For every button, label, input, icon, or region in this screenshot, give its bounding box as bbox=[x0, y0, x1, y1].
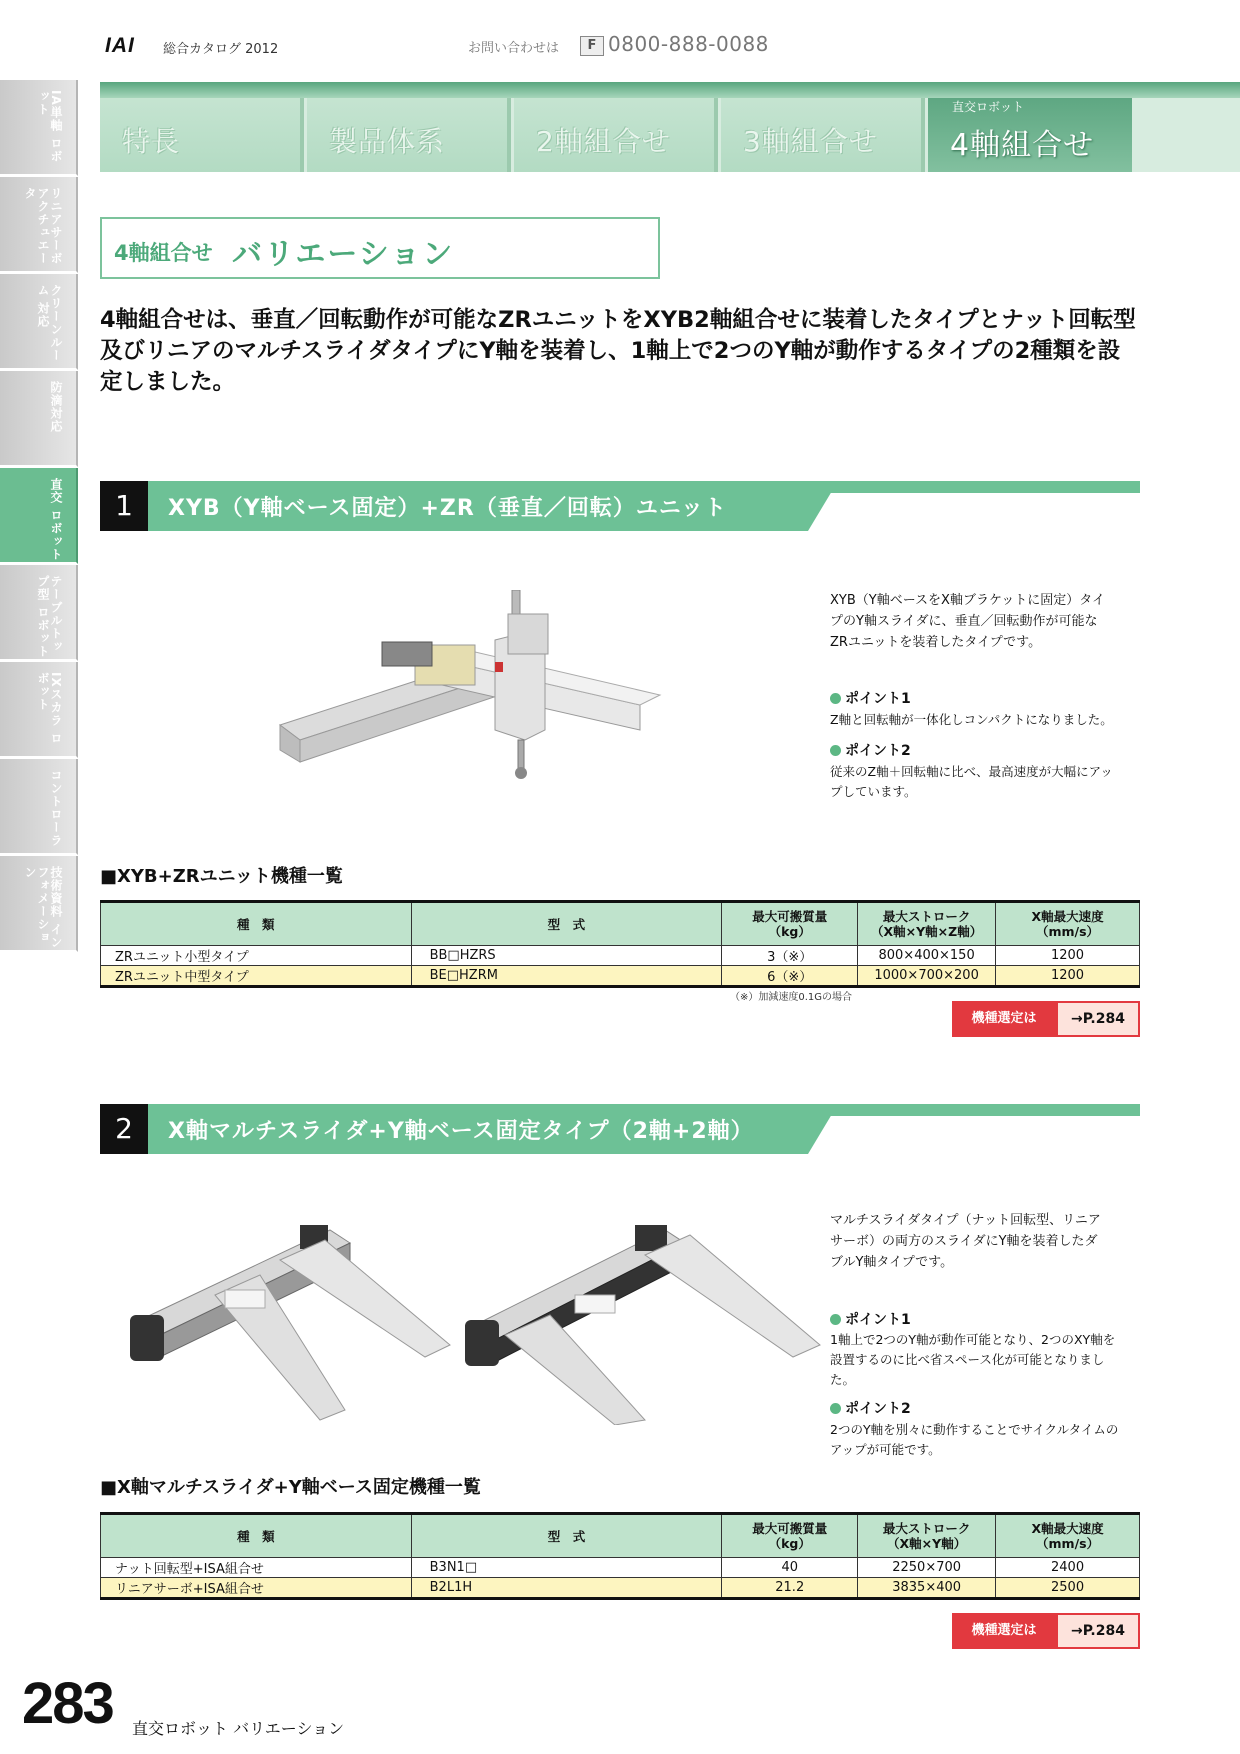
tab-label: 2軸組合せ bbox=[536, 125, 671, 158]
free-dial-icon: F bbox=[580, 36, 604, 56]
tab-2axis[interactable] bbox=[514, 98, 718, 172]
section2-point1 bbox=[830, 1309, 911, 1329]
cell-stroke: 2250×700 bbox=[858, 1558, 996, 1578]
bullet-icon bbox=[830, 1403, 841, 1414]
point-title: ポイント1 bbox=[845, 691, 911, 707]
cell-type: ZRユニット中型タイプ bbox=[101, 966, 412, 987]
col-header-model: 型 式 bbox=[411, 1514, 722, 1558]
section1-model-selection-button[interactable] bbox=[952, 1001, 1140, 1037]
section-number: 1 bbox=[100, 481, 148, 531]
cell-speed: 2500 bbox=[996, 1578, 1140, 1599]
tab-label: 4軸組合せ bbox=[950, 128, 1095, 163]
tab-label: 3軸組合せ bbox=[743, 125, 878, 158]
bullet-icon bbox=[830, 1314, 841, 1325]
section1-spec-table bbox=[100, 900, 1140, 988]
page-number: 283 bbox=[22, 1671, 113, 1736]
tab-super-label: 直交ロボット bbox=[952, 100, 1025, 114]
cell-type: リニアサーボ+ISA組合せ bbox=[101, 1578, 412, 1599]
cell-model: BB□HZRS bbox=[411, 946, 722, 966]
section2-point2-desc: 2つのY軸を別々に動作することでサイクルタイムのアップが可能です。 bbox=[830, 1422, 1119, 1457]
linear-servo-robot-image bbox=[465, 1215, 825, 1425]
intro-text: 4軸組合せは、垂直／回転動作が可能なZRユニットをXYB2軸組合せに装着したタイプとナット回転型及びリニアのマルチスライダタイプにY軸を装着し、1軸上で2つのY軸が動作するタイプの2種類を設定しました。 bbox=[100, 307, 1136, 395]
section1-header bbox=[100, 481, 1140, 531]
table-row bbox=[101, 1578, 1140, 1599]
cell-model: B3N1□ bbox=[411, 1558, 722, 1578]
sidenav-item-linear-servo[interactable] bbox=[0, 177, 78, 273]
selection-page-link[interactable]: →P.284 bbox=[1056, 1613, 1140, 1649]
section1-point2-desc: 従来のZ軸＋回転軸に比べ、最高速度が大幅にアップしています。 bbox=[830, 764, 1113, 799]
col-header-speed: X軸最大速度 （mm/s） bbox=[996, 902, 1140, 946]
cell-type: ナット回転型+ISA組合せ bbox=[101, 1558, 412, 1578]
section1-point1-desc: Z軸と回転軸が一体化しコンパクトになりました。 bbox=[830, 712, 1113, 727]
tab-label: 特長 bbox=[122, 125, 181, 158]
selection-label: 機種選定は bbox=[952, 1001, 1056, 1037]
col-header-type: 種 類 bbox=[101, 902, 412, 946]
title-prefix: 4軸組合せ bbox=[114, 241, 213, 265]
table-row bbox=[101, 946, 1140, 966]
sidenav-label: クリーンルーム 対応 bbox=[36, 284, 63, 362]
sidenav-label: テーブルトップ型 ロボット bbox=[36, 575, 63, 659]
col-header-payload: 最大可搬質量 （kg） bbox=[722, 1514, 858, 1558]
sidenav-item-ia-single[interactable] bbox=[0, 80, 78, 176]
cell-speed: 1200 bbox=[996, 966, 1140, 987]
col-header-payload: 最大可搬質量 （kg） bbox=[722, 902, 858, 946]
section1-description: XYB（Y軸ベースをX軸ブラケットに固定）タイプのY軸スライダに、垂直／回転動作が可能なZRユニットを装着したタイプです。 bbox=[830, 593, 1106, 650]
section2-spec-table bbox=[100, 1512, 1140, 1600]
col-header-model: 型 式 bbox=[411, 902, 722, 946]
tab-bar-stripe bbox=[100, 82, 1240, 98]
page-title bbox=[100, 217, 660, 279]
table-footnote: （※）加減速度0.1Gの場合 bbox=[730, 992, 853, 1003]
section-title: XYB（Y軸ベース固定）+ZR（垂直／回転）ユニット bbox=[168, 496, 727, 521]
selection-label: 機種選定は bbox=[952, 1613, 1056, 1649]
table-row bbox=[101, 966, 1140, 987]
cell-payload: 6（※） bbox=[722, 966, 858, 987]
section2-table-title: ■X軸マルチスライダ+Y軸ベース固定機種一覧 bbox=[100, 1477, 481, 1498]
tab-4axis[interactable] bbox=[928, 98, 1132, 172]
tab-product-system[interactable] bbox=[307, 98, 511, 172]
section2-model-selection-button[interactable] bbox=[952, 1613, 1140, 1649]
cell-stroke: 1000×700×200 bbox=[858, 966, 996, 987]
sidenav-item-controller[interactable] bbox=[0, 759, 78, 855]
sidenav-item-technical[interactable] bbox=[0, 856, 78, 952]
section-number: 2 bbox=[100, 1104, 148, 1154]
sidenav-label: コントローラ bbox=[49, 769, 63, 847]
side-navigation bbox=[0, 80, 80, 954]
point-title: ポイント2 bbox=[845, 743, 911, 759]
section2-description: マルチスライダタイプ（ナット回転型、リニアサーボ）の両方のスライダにY軸を装着したダブルY軸タイプです。 bbox=[830, 1213, 1101, 1270]
point-title: ポイント1 bbox=[845, 1312, 911, 1328]
catalog-title: 総合カタログ 2012 bbox=[163, 42, 279, 57]
sidenav-label: リニアサーボ アクチュエータ bbox=[23, 187, 63, 265]
sidenav-label: IXスカラ ロボット bbox=[36, 672, 63, 745]
sidenav-item-cleanroom[interactable] bbox=[0, 274, 78, 370]
point-title: ポイント2 bbox=[845, 1401, 911, 1417]
cell-type: ZRユニット小型タイプ bbox=[101, 946, 412, 966]
contact-label: お問い合わせは bbox=[468, 41, 560, 56]
section2-point1-desc: 1軸上で2つのY軸が動作可能となり、2つのXY軸を設置するのに比べ省スペース化が可能となりました。 bbox=[830, 1332, 1116, 1387]
table-row bbox=[101, 1558, 1140, 1578]
cell-speed: 1200 bbox=[996, 946, 1140, 966]
sidenav-item-ix-scara[interactable] bbox=[0, 662, 78, 758]
cell-model: BE□HZRM bbox=[411, 966, 722, 987]
phone-number[interactable]: 0800-888-0088 bbox=[608, 32, 769, 56]
cell-stroke: 3835×400 bbox=[858, 1578, 996, 1599]
iai-logo: IAI bbox=[105, 34, 135, 57]
section-title: X軸マルチスライダ+Y軸ベース固定タイプ（2軸+2軸） bbox=[168, 1119, 754, 1144]
section2-header bbox=[100, 1104, 1140, 1154]
category-tabs bbox=[100, 98, 1240, 172]
section1-point2 bbox=[830, 740, 911, 760]
tab-features[interactable] bbox=[100, 98, 304, 172]
sidenav-label: 直交 ロボット bbox=[49, 478, 63, 562]
sidenav-item-tabletop[interactable] bbox=[0, 565, 78, 661]
bullet-icon bbox=[830, 693, 841, 704]
cell-stroke: 800×400×150 bbox=[858, 946, 996, 966]
cell-payload: 21.2 bbox=[722, 1578, 858, 1599]
tab-3axis[interactable] bbox=[721, 98, 925, 172]
col-header-speed: X軸最大速度 （mm/s） bbox=[996, 1514, 1140, 1558]
nut-rotation-robot-image bbox=[130, 1215, 460, 1425]
sidenav-label: 技術資料 インフォメーション bbox=[23, 866, 63, 950]
title-main: バリエーション bbox=[232, 237, 455, 272]
cell-model: B2L1H bbox=[411, 1578, 722, 1599]
bullet-icon bbox=[830, 745, 841, 756]
xyb-zr-robot-image bbox=[270, 590, 670, 790]
sidenav-label: 防滴対応 bbox=[49, 381, 63, 433]
section1-table-title: ■XYB+ZRユニット機種一覧 bbox=[100, 866, 343, 887]
col-header-stroke: 最大ストローク （X軸×Y軸×Z軸） bbox=[858, 902, 996, 946]
cell-payload: 3（※） bbox=[722, 946, 858, 966]
col-header-type: 種 類 bbox=[101, 1514, 412, 1558]
footer-section-label: 直交ロボット バリエーション bbox=[132, 1719, 345, 1738]
selection-page-link[interactable]: →P.284 bbox=[1056, 1001, 1140, 1037]
sidenav-item-cartesian[interactable] bbox=[0, 468, 78, 564]
sidenav-label: IA単軸 ロボット bbox=[36, 90, 63, 163]
cell-speed: 2400 bbox=[996, 1558, 1140, 1578]
col-header-stroke: 最大ストローク （X軸×Y軸） bbox=[858, 1514, 996, 1558]
section1-point1 bbox=[830, 688, 911, 708]
cell-payload: 40 bbox=[722, 1558, 858, 1578]
tab-label: 製品体系 bbox=[329, 125, 446, 158]
section2-point2 bbox=[830, 1398, 911, 1418]
sidenav-item-drip-proof[interactable] bbox=[0, 371, 78, 467]
